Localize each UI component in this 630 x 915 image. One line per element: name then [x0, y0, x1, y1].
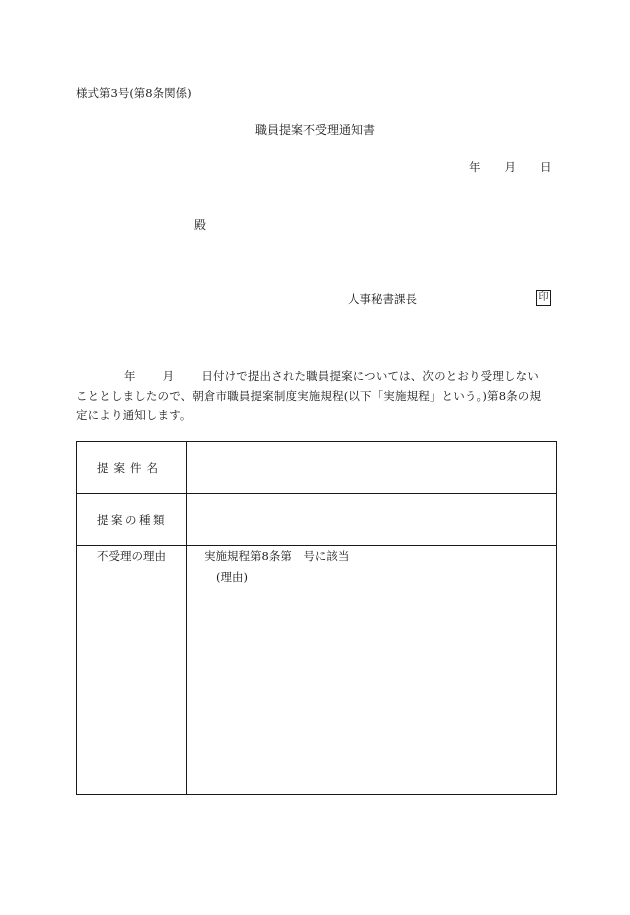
body-line-2: こととしましたので、朝倉市職員提案制度実施規程(以下「実施規程」という。)第8条の規	[76, 388, 542, 403]
issuer-title: 人事秘書課長	[348, 292, 417, 306]
table-row-rejection-reason	[77, 546, 557, 795]
body-year: 年	[124, 369, 136, 383]
notice-body	[76, 367, 554, 426]
rejection-rule-reference: 実施規程第8条第 号に該当	[204, 549, 350, 563]
seal-mark: 印	[536, 290, 551, 306]
rejection-reason-heading: (理由)	[216, 570, 248, 584]
rejection-reason-value	[187, 546, 557, 795]
body-line-1-text: 日付けで提出された職員提案については、次のとおり受理しない	[201, 369, 539, 383]
date-month: 月	[504, 160, 516, 174]
date-day: 日	[540, 160, 552, 174]
rejection-reason-label: 不受理の理由	[77, 546, 187, 795]
proposal-type-label: 提案の種類	[77, 494, 187, 546]
form-number: 様式第3号(第8条関係)	[76, 86, 192, 100]
body-line-1	[76, 367, 554, 387]
date-year: 年	[469, 160, 481, 174]
table-row-proposal-type	[77, 494, 557, 546]
proposal-subject-label: 提案件名	[77, 442, 187, 494]
date-line	[469, 159, 552, 175]
document-title: 職員提案不受理通知書	[254, 123, 375, 137]
table-row-proposal-subject	[77, 442, 557, 494]
body-month: 月	[162, 369, 175, 383]
proposal-type-value	[187, 494, 557, 546]
proposal-table	[76, 441, 557, 795]
addressee-honorific: 殿	[194, 218, 207, 232]
body-line-3: 定により通知します。	[76, 408, 192, 422]
proposal-subject-value	[187, 442, 557, 494]
